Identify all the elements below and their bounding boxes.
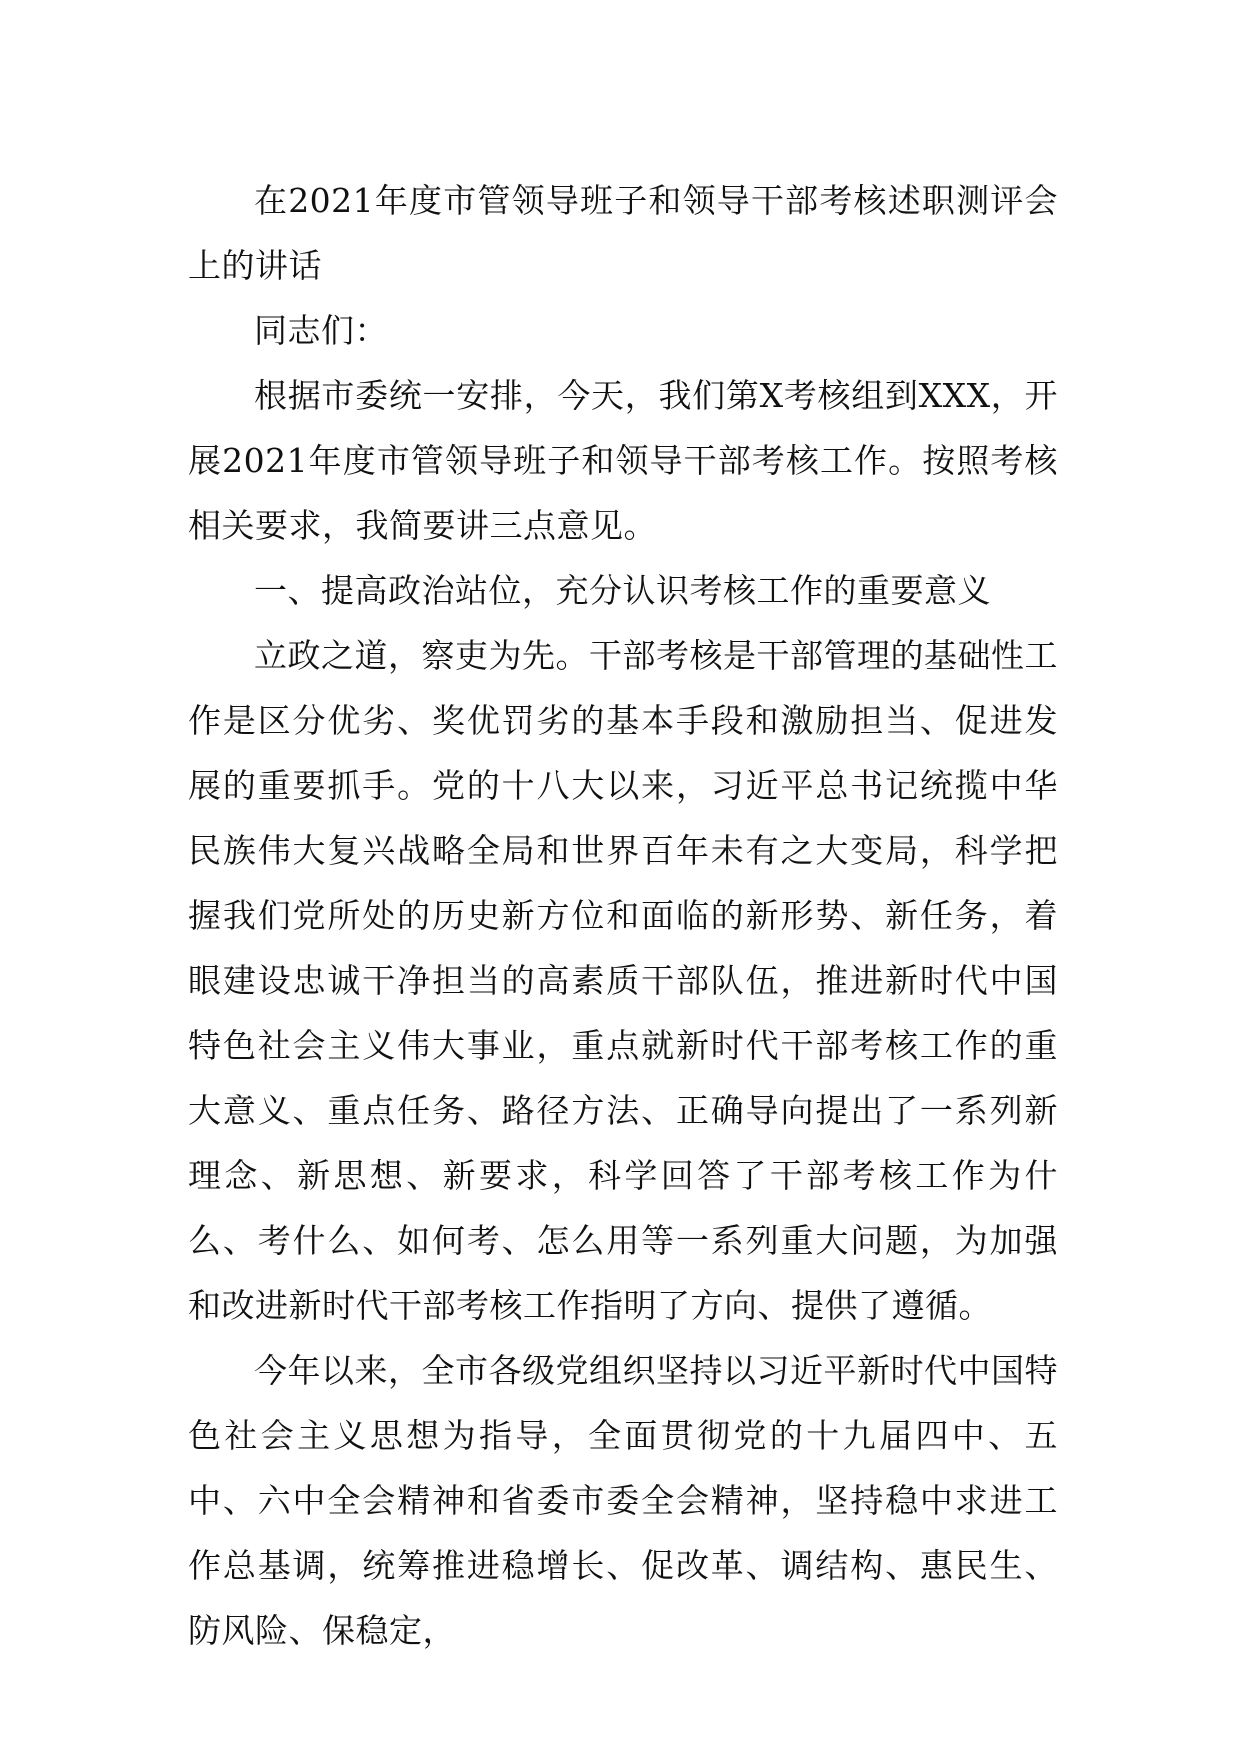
paragraph-intro: 根据市委统一安排，今天，我们第X考核组到XXX，开展2021年度市管领导班子和领导干部考核工作。按照考核相关要求，我简要讲三点意见。 bbox=[188, 376, 1058, 545]
document-body bbox=[188, 168, 1058, 1663]
salutation: 同志们： bbox=[254, 311, 388, 350]
document-title: 在2021年度市管领导班子和领导干部考核述职测评会上的讲话 bbox=[188, 181, 1058, 285]
paragraph-body: 立政之道，察吏为先。干部考核是干部管理的基础性工作是区分优劣、奖优罚劣的基本手段和激励担当、促进发展的重要抓手。党的十八大以来，习近平总书记统揽中华民族伟大复兴战略全局和世界百年未有之大变局，科学把握我们党所处的历史新方位和面临的新形势、新任务，着眼建设忠诚干净担当的高素质干部队伍，推进新时代中国特色社会主义伟大事业，重点就新时代干部考核工作的重大意义、重点任务、路径方法、正确导向提出了一系列新理念、新思想、新要求，科学回答了干部考核工作为什么、考什么、如何考、怎么用等一系列重大问题，为加强和改进新时代干部考核工作指明了方向、提供了遵循。 bbox=[188, 636, 1058, 1325]
paragraph-body: 今年以来，全市各级党组织坚持以习近平新时代中国特色社会主义思想为指导，全面贯彻党的十九届四中、五中、六中全会精神和省委市委全会精神，坚持稳中求进工作总基调，统筹推进稳增长、促改革、调结构、惠民生、防风险、保稳定， bbox=[188, 1351, 1058, 1650]
section-heading-1: 一、提高政治站位，充分认识考核工作的重要意义 bbox=[254, 571, 991, 610]
